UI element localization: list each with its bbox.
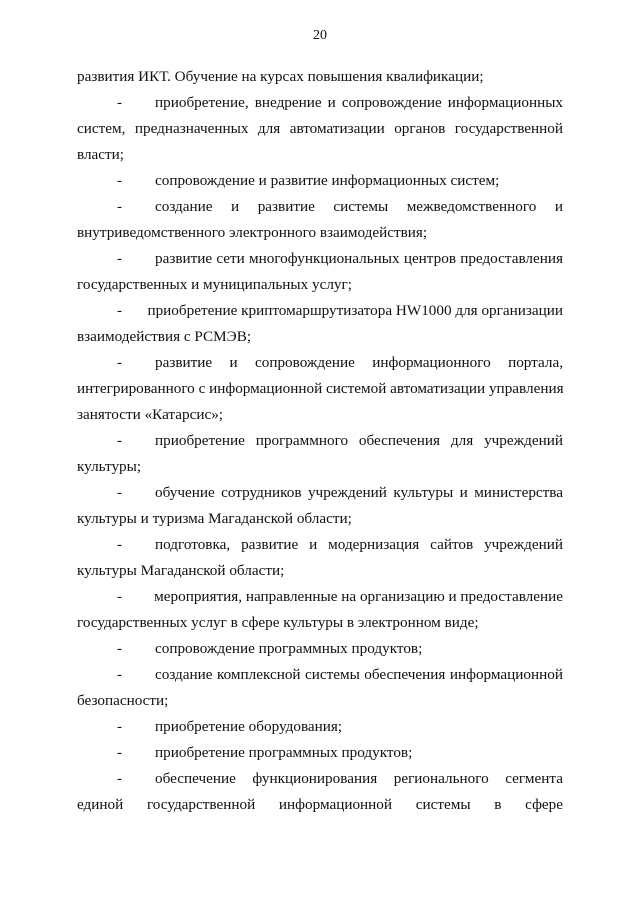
bullet-dash: -: [117, 94, 123, 111]
list-item-first-line: [77, 766, 563, 792]
word: сопровождение: [255, 354, 355, 371]
word: функционирования: [252, 770, 378, 787]
text-line: [77, 142, 563, 168]
list-item-first-line: [77, 246, 563, 272]
bullet-dash: -: [117, 588, 123, 605]
list-item-first-line: [77, 584, 563, 610]
line-text: культуры и туризма Магаданской области;: [77, 510, 352, 527]
line-text: систем, предназначенных для автоматизации органов государственной: [77, 120, 563, 137]
text-line: [77, 688, 563, 714]
bullet-dash: -: [117, 432, 123, 449]
bullet-dash: -: [117, 302, 123, 319]
list-item-first-line: [77, 714, 563, 740]
word: в: [494, 796, 502, 813]
bullet-dash: -: [117, 640, 123, 657]
bullet-dash: -: [117, 744, 123, 761]
line-text: государственных услуг в сфере культуры в электронном виде;: [77, 614, 479, 631]
text-line: [77, 220, 563, 246]
text-line: [77, 454, 563, 480]
word: и: [554, 198, 563, 215]
list-item-first-line: [77, 428, 563, 454]
word: сегмента: [505, 770, 563, 787]
word: обеспечение: [155, 770, 236, 787]
justified-words: [77, 792, 563, 818]
list-item-first-line: [77, 532, 563, 558]
word: сфере: [525, 796, 563, 813]
line-text: приобретение криптомаршрутизатора HW1000 для организации: [147, 302, 563, 319]
word: системы: [415, 796, 471, 813]
line-text: приобретение программного обеспечения для учреждений: [155, 432, 563, 449]
line-text: культуры;: [77, 458, 142, 475]
text-line: [77, 402, 563, 428]
text-line: [77, 64, 563, 90]
list-item-first-line: [77, 90, 563, 116]
document-body: [77, 64, 563, 818]
line-text: занятости «Катарсис»;: [77, 406, 224, 423]
justified-words: [155, 766, 563, 792]
word: создание: [155, 198, 213, 215]
word: системы: [333, 198, 389, 215]
line-text: безопасности;: [77, 692, 169, 709]
text-line: [77, 116, 563, 142]
line-text: развитие сети многофункциональных центров предоставления: [155, 250, 563, 267]
text-line: [77, 506, 563, 532]
list-item-first-line: [77, 740, 563, 766]
bullet-dash: -: [117, 354, 123, 371]
bullet-dash: -: [117, 172, 123, 189]
text-line: [77, 272, 563, 298]
line-text: внутриведомственного электронного взаимодействия;: [77, 224, 428, 241]
word: межведомственного: [406, 198, 537, 215]
line-text: создание комплексной системы обеспечения информационной: [155, 666, 563, 683]
text-line: [77, 376, 563, 402]
text-line: [77, 558, 563, 584]
word: развитие: [155, 354, 213, 371]
word: информационной: [278, 796, 393, 813]
line-text: приобретение, внедрение и сопровождение информационных: [155, 94, 563, 111]
line-text: мероприятия, направленные на организацию и предоставление: [154, 588, 563, 605]
line-text: государственных и муниципальных услуг;: [77, 276, 352, 293]
line-text: сопровождение и развитие информационных систем;: [155, 172, 500, 189]
word: регионального: [393, 770, 489, 787]
bullet-dash: -: [117, 718, 123, 735]
line-text: интегрированного с информационной системой автоматизации управления: [77, 380, 564, 397]
list-item-first-line: [77, 194, 563, 220]
line-text: приобретение программных продуктов;: [155, 744, 413, 761]
word: государственной: [146, 796, 256, 813]
page-number: 20: [313, 28, 327, 43]
word: и: [229, 354, 238, 371]
justified-words: [155, 350, 563, 376]
justified-words: [155, 194, 563, 220]
line-text: обучение сотрудников учреждений культуры и министерства: [155, 484, 563, 501]
word: развитие: [257, 198, 315, 215]
line-text: взаимодействия с РСМЭВ;: [77, 328, 252, 345]
text-line: [77, 610, 563, 636]
list-item-first-line: [77, 480, 563, 506]
list-item-first-line: [77, 298, 563, 324]
list-item-first-line: [77, 636, 563, 662]
word: портала,: [508, 354, 563, 371]
word: информационного: [372, 354, 491, 371]
list-item-first-line: [77, 350, 563, 376]
list-item-first-line: [77, 168, 563, 194]
line-text: культуры Магаданской области;: [77, 562, 285, 579]
bullet-dash: -: [117, 198, 123, 215]
line-text: развития ИКТ. Обучение на курсах повышения квалификации;: [77, 68, 484, 85]
line-text: сопровождение программных продуктов;: [155, 640, 423, 657]
list-item-first-line: [77, 662, 563, 688]
line-text: подготовка, развитие и модернизация сайтов учреждений: [155, 536, 563, 553]
bullet-dash: -: [117, 250, 123, 267]
text-line: [77, 324, 563, 350]
bullet-dash: -: [117, 666, 123, 683]
bullet-dash: -: [117, 536, 123, 553]
line-text: власти;: [77, 146, 125, 163]
bullet-dash: -: [117, 770, 123, 787]
word: и: [231, 198, 240, 215]
bullet-dash: -: [117, 484, 123, 501]
word: единой: [77, 796, 124, 813]
line-text: приобретение оборудования;: [155, 718, 343, 735]
